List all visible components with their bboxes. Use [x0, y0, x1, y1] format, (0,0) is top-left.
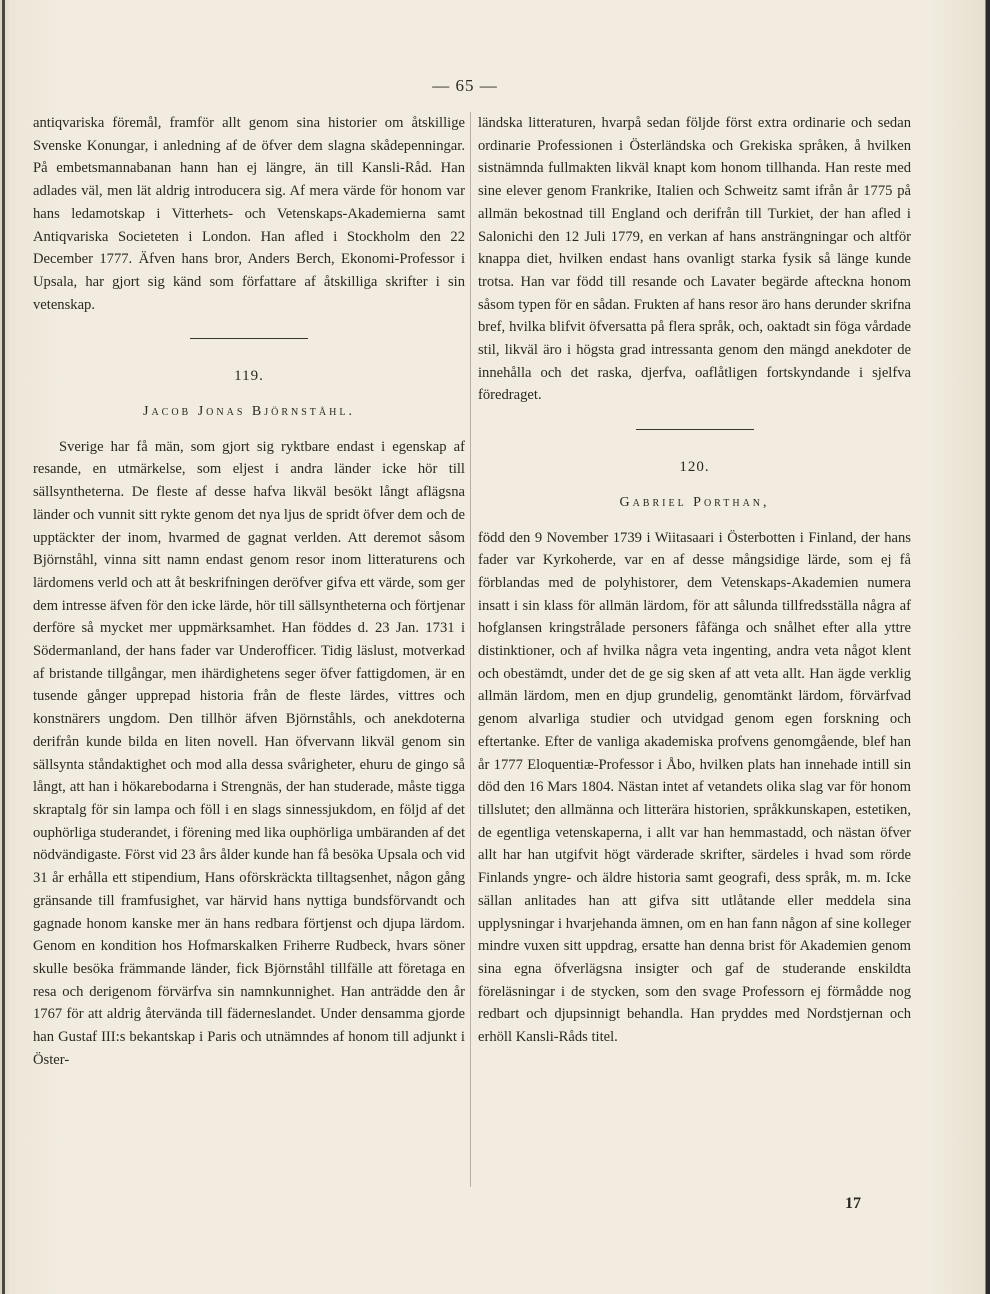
biography-paragraph: Sverige har få män, som gjort sig ryktbare endast i egenskap af resande, en utmärkelse, som eljest i andra länder icke hör till sällsyntheterna. De fleste af desse hafva likväl besökt långt aflägsna länder och vunnit sitt rykte genom det nya ljus de spridt öfver dem och de upptäckter der inom, hvarmed de gagnat verlden. Att deremot såsom Björnståhl, vinna sitt namn endast genom resor inom litteraturens och lärdomens verld och att åt beskrifningen deröfver gifva ett värde, som ger dem intresse äfven för den icke lärde, hör till sällsyntheterna och förtjenar derföre så mycket mer uppmärksamhet. Han föddes d. 23 Jan. 1731 i Södermanland, der hans fader var Underofficer. Tidig läslust, motverkad af bristande tillgångar, men ihärdighetens seger öfver fattigdomen, är en tusende gånger upprepad historia från de fleste lärdes, vittres och konstnärers ungdom. Den tillhör äfven Björnståhls, och anekdoterna derifrån kunde bilda en liten novell. Han öfvervann likväl genom sin sällsynta ståndaktighet och mod alla dessa svårigheter, ehuru de gingo så långt, att han i hökarebodarna i Strengnäs, der han studerade, måste tigga skraptalg för sin lampa och föll i en slags sinnessjukdom, en följd af det ouphörliga studerandet, i förening med lika ouphörliga umbäranden af det nödvändigaste. Först vid 23 års ålder kunde han få besöka Upsala och vid 31 år erhålla ett stipendium, Hans oförskräckta tilltagsenhet, någon gång gränsande till framfusighet, var härvid hans nyttiga bundsförvandt och gagnade honom kanske mer än hans redbara förtjenst och djupa lärdom. Genom en kondition hos Hofmarskalken Friherre Rudbeck, hvars söner skulle besöka främmande länder, fick Björnståhl tillfälle att företaga en resa och derigenom förvärfva sin namnkunnighet. Han anträdde den år 1767 för att aldrig återvända till fäderneslandet. Under densamma gjorde han Gustaf III:s bekantskap i Paris och utnämndes af honom till adjunkt i Öster- — [33, 438, 466, 1068]
right-column — [478, 112, 911, 1049]
section-rule — [636, 429, 754, 430]
entry-name: Jacob Jonas Björnståhl. — [143, 404, 355, 420]
left-continuation-paragraph: antiqvariska föremål, framför allt genom sina historier om åtskillige Svenske Konungar, i anledning af de öfver dem slagna skådepenningar. På embetsmannabanan hann han ej längre, än till Kansli-Råd. Han adlades väl, men lät aldrig introducera sig. Af mera värde för honom var hans ledamotskap i Vitterhets- och Vetenskaps-Akademierna samt Antiqvariska Societeten i London. Han afled i Stockholm den 22 December 1777. Äfven hans bror, Anders Berch, Ekonomi-Professor i Upsala, har gjort sig känd som författare af åtskilliga skrifter i sin vetenskap. — [33, 115, 465, 313]
right-continuation-paragraph: ländska litteraturen, hvarpå sedan följde först extra ordinarie och sedan ordinarie Professionen i Österländska och Grekiska språken, å hvilken sistnämnda fullmakten likväl knapt kom honom tillhanda. Han reste med sine elever genom Frankrike, Italien och Schweitz samt ifrån år 1775 på allmän bekostnad till England och derifrån till Turkiet, der han afled i Salonichi den 12 Juli 1779, en verkan af hans ansträngningar och altför knappa diet, hvilken endast hans ovanligt starka fysik så länge kunde trotsa. Han var född till resande och Lavater begärde afteckna honom såsom typen för en sådan. Frukten af hans resor äro hans derunder skrifna bref, hvilka blifvit öfversatta på flera språk, och, oaktadt sin föga vårdade stil, likväl äro i högsta grad intressanta genom den mängd anekdoter de innehålla och det raska, djerfva, oaflåtligen fortskyndande i sjelfva föredraget. — [478, 115, 911, 404]
section-rule — [190, 338, 308, 339]
entry-number: 120. — [679, 459, 710, 476]
entry-number: 119. — [234, 368, 264, 385]
signature-mark: 17 — [845, 1195, 861, 1212]
entry-name: Gabriel Porthan, — [619, 494, 770, 510]
binding-edge — [2, 0, 5, 1294]
biography-paragraph: född den 9 November 1739 i Wiitasaari i Österbotten i Finland, der hans fader var Kyrkoherde, var en af desse mångsidige lärde, som ej få förblandas med de polyhistorer, dem Vetenskaps-Akademien numera insatt i sin klass för allmän lärdom, för att sålunda tillfredsställa några af hofglansen kringstrålade personers fåfänga och snålhet efter alla yttre distinktioner, och af hvilka några veta ingenting, andra veta något klent och obestämdt, under det de ge sig sken af att veta allt. Han ägde verklig allmän lärdom, men en djup grundelig, genomtänkt lärdom, förvärfvad genom alvarliga studier och utvidgad genom egen forskning och eftertanke. Efter de vanliga akademiska profvens genomgående, blef han år 1777 Eloquentiæ-Professor i Åbo, hvilken plats han innehade intill sin död den 16 Mars 1804. Nästan intet af vetandets olika slag var för honom tillslutet; den allmänna och litterära historien, språkkunskapen, estetiken, de egentliga vetenskaperna, i allt var han hemmastadd, och nästan öfver allt har han utgifvit högt värderade skrifter, särdeles i hvad som rörde Finlands yngre- och äldre historia samt geografi, dess språk, m. m. Icke sällan anlitades han att gifva sitt utlåtande eller meddela sina upplysningar i hvarjehanda ämnen, om en han fann någon af sine kolleger mindre vuxen sitt uppdrag, ersatte han denna brist för Akademien genom sina egna öfverlägsna insigter och gaf de studerande enskildta föreläsningar i de stycken, som den svage Professorn ej förmådde nog redbart och djupsinnigt behandla. Han pryddes med Nordstjernan och erhöll Kansli-Råds titel. — [478, 529, 911, 1046]
left-column — [33, 112, 465, 1071]
page-number-header: — 65 — — [432, 76, 498, 95]
column-divider — [470, 112, 471, 1187]
